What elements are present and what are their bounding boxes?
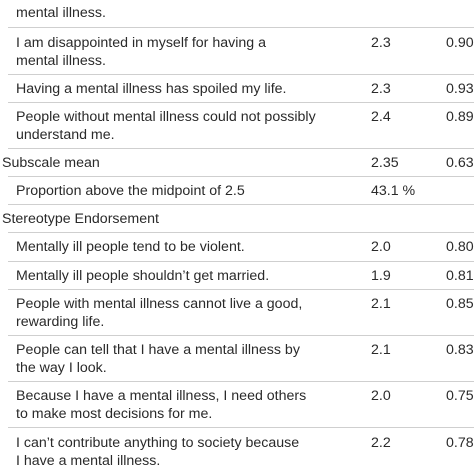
mean-value: 2.0 bbox=[371, 388, 391, 404]
item-label bbox=[16, 341, 300, 377]
row-divider bbox=[8, 176, 474, 177]
row-divider bbox=[8, 102, 474, 103]
row-divider bbox=[8, 261, 474, 262]
sd-value: 0.89 bbox=[446, 109, 474, 125]
sd-value: 0.63 bbox=[446, 155, 474, 171]
row-divider bbox=[8, 74, 474, 75]
row-divider bbox=[8, 27, 474, 28]
sd-value: 0.85 bbox=[446, 296, 474, 312]
sd-value: 0.78 bbox=[446, 435, 474, 451]
item-label-line: mental illness. bbox=[16, 5, 106, 21]
mean-value: 2.3 bbox=[371, 81, 391, 97]
item-label-line: People without mental illness could not possibly bbox=[16, 109, 316, 125]
item-label bbox=[16, 34, 266, 70]
proportion-value: 43.1 % bbox=[371, 183, 416, 199]
mean-value: 2.3 bbox=[371, 35, 391, 51]
summary-label bbox=[2, 154, 100, 172]
mean-value: 2.0 bbox=[371, 239, 391, 255]
sd-value: 0.81 bbox=[446, 268, 474, 284]
mean-value: 2.2 bbox=[371, 435, 391, 451]
item-label-line: to make most decisions for me. bbox=[16, 406, 213, 422]
item-label-line: People with mental illness cannot live a good, bbox=[16, 296, 303, 312]
section-heading bbox=[2, 210, 159, 228]
item-label bbox=[16, 267, 269, 285]
item-label-line: People can tell that I have a mental illness by bbox=[16, 342, 300, 358]
item-label-line: Having a mental illness has spoiled my life. bbox=[16, 81, 287, 97]
item-label-line: Mentally ill people tend to be violent. bbox=[16, 239, 245, 255]
section-heading-line: Stereotype Endorsement bbox=[2, 211, 159, 227]
summary-label-line: Proportion above the midpoint of 2.5 bbox=[16, 183, 245, 199]
item-label-line: I am disappointed in myself for having a bbox=[16, 35, 266, 51]
row-divider bbox=[8, 148, 474, 149]
row-divider bbox=[8, 335, 474, 336]
sd-value: 0.90 bbox=[446, 35, 474, 51]
sd-value: 0.83 bbox=[446, 342, 474, 358]
sd-value: 0.80 bbox=[446, 239, 474, 255]
summary-label bbox=[16, 182, 245, 200]
row-divider bbox=[8, 427, 474, 428]
item-label-line: I can’t contribute anything to society because bbox=[16, 435, 300, 451]
mean-value: 2.1 bbox=[371, 296, 391, 312]
item-label bbox=[16, 4, 106, 22]
item-label bbox=[16, 295, 302, 331]
sd-value: 0.93 bbox=[446, 81, 474, 97]
mean-value: 2.4 bbox=[371, 109, 391, 125]
item-label-line: the way I look. bbox=[16, 360, 107, 376]
item-label bbox=[16, 80, 286, 98]
sd-value: 0.75 bbox=[446, 388, 474, 404]
item-label-line: Because I have a mental illness, I need others bbox=[16, 388, 307, 404]
item-label-line: understand me. bbox=[16, 127, 115, 143]
item-label bbox=[16, 387, 306, 423]
item-label-line: mental illness. bbox=[16, 53, 106, 69]
item-label-line: Mentally ill people shouldn’t get married. bbox=[16, 268, 270, 284]
row-divider bbox=[8, 381, 474, 382]
item-label bbox=[16, 108, 316, 144]
mean-value: 1.9 bbox=[371, 268, 391, 284]
item-label-line: I have a mental illness. bbox=[16, 453, 161, 469]
item-label bbox=[16, 434, 299, 470]
mean-value: 2.35 bbox=[371, 155, 399, 171]
summary-label-line: Subscale mean bbox=[2, 155, 100, 171]
row-divider bbox=[8, 232, 474, 233]
row-divider bbox=[8, 289, 474, 290]
item-label-line: rewarding life. bbox=[16, 314, 105, 330]
item-label bbox=[16, 238, 245, 256]
mean-value: 2.1 bbox=[371, 342, 391, 358]
row-divider bbox=[8, 204, 474, 205]
